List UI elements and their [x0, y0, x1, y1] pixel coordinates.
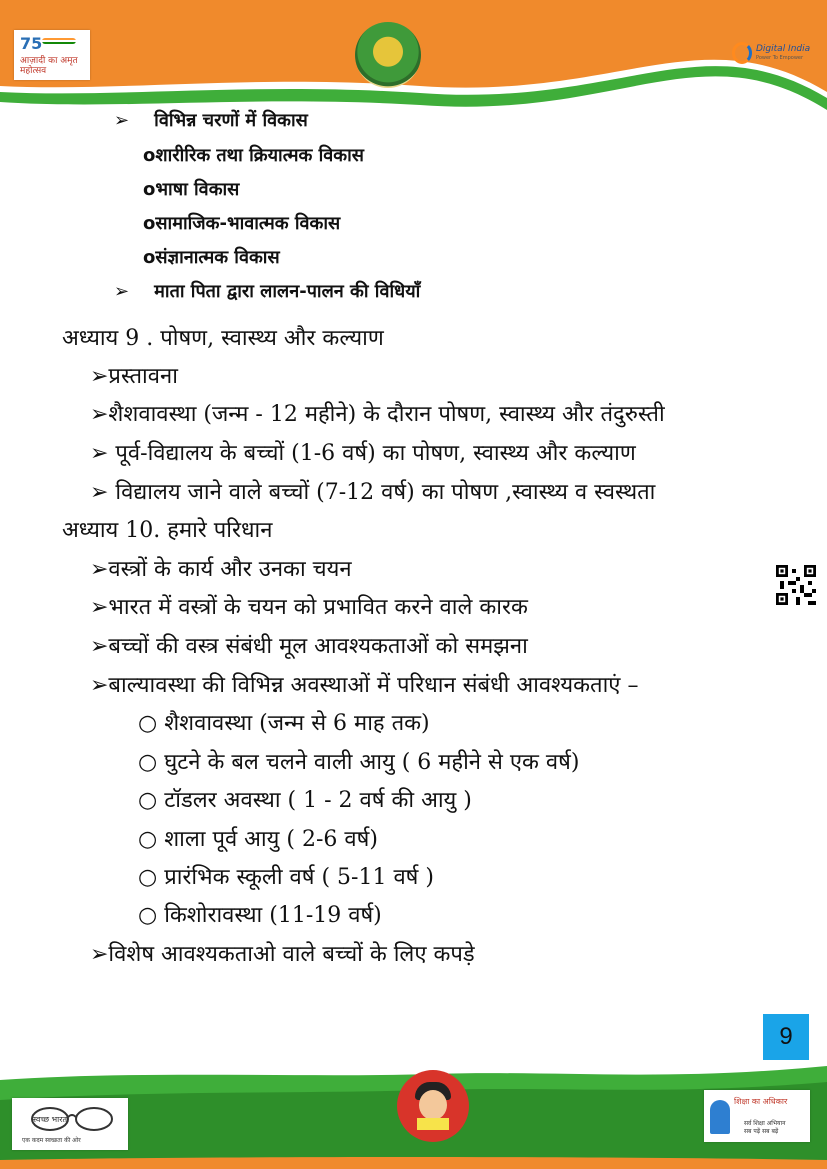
list-item: ➢बच्चों की वस्त्र संबंधी मूल आवश्यकताओं को समझना [90, 634, 528, 659]
list-item-text: माता पिता द्वारा लालन-पालन की विधियाँ [154, 281, 421, 302]
chapter-10-title: अध्याय 10. हमारे परिधान [62, 518, 273, 543]
list-item: ➢शैशवावस्था (जन्म - 12 महीने) के दौरान पोषण, स्वास्थ्य और तंदुरुस्ती [90, 402, 665, 427]
sub-list-item: ○ किशोरावस्था (11-19 वर्ष) [138, 903, 382, 928]
circle-bullet-icon: o [143, 247, 156, 268]
circle-bullet-icon: o [143, 145, 156, 166]
arrow-bullet-icon: ➢ [114, 281, 130, 302]
list-item-text: विभिन्न चरणों में विकास [154, 110, 308, 131]
digital-india-logo [732, 38, 812, 68]
list-item [114, 106, 308, 136]
chapter-9-title: अध्याय 9 . पोषण, स्वास्थ्य और कल्याण [62, 326, 384, 351]
sub-list-item: ○ शाला पूर्व आयु ( 2-6 वर्ष) [138, 827, 378, 852]
list-item [143, 141, 364, 171]
circle-bullet-icon: o [143, 179, 156, 200]
list-item [143, 175, 239, 205]
swachh-bharat-logo [12, 1098, 128, 1150]
qr-code-icon[interactable] [776, 565, 816, 605]
shiksha-ka-adhikar-logo [704, 1090, 810, 1142]
list-item-text: सामाजिक-भावात्मक विकास [155, 213, 341, 234]
sub-list-item: ○ प्रारंभिक स्कूली वर्ष ( 5-11 वर्ष ) [138, 865, 434, 890]
list-item: ➢वस्त्रों के कार्य और उनका चयन [90, 557, 352, 582]
beti-bachao-beti-padhao-logo [397, 1070, 469, 1142]
list-item: ➢ विद्यालय जाने वाले बच्चों (7-12 वर्ष) का पोषण ,स्वास्थ्य व स्वस्थता [90, 480, 656, 505]
digital-india-icon [732, 42, 752, 64]
shiksha-title: शिक्षा का अधिकार [734, 1097, 788, 1106]
shiksha-tagline: सर्व शिक्षा अभियान सब पढ़ें सब बढ़ें [744, 1120, 786, 1135]
list-item [143, 243, 280, 273]
azadi-logo-text: आज़ादी का अमृत महोत्सव [20, 56, 78, 76]
gandhi-glasses-icon [22, 1106, 122, 1132]
sub-list-item: ○ शैशवावस्था (जन्म से 6 माह तक) [138, 711, 430, 736]
sub-list-item: ○ टॉडलर अवस्था ( 1 - 2 वर्ष की आयु ) [138, 788, 472, 813]
list-item-text: शारीरिक तथा क्रियात्मक विकास [155, 145, 364, 166]
list-item: ➢बाल्यावस्था की विभिन्न अवस्थाओं में परिधान संबंधी आवश्यकताएं – [90, 673, 639, 698]
sub-list-item: ○ घुटने के बल चलने वाली आयु ( 6 महीने से एक वर्ष) [138, 750, 580, 775]
list-item [114, 277, 420, 307]
girl-face-icon [419, 1090, 447, 1120]
list-item: ➢प्रस्तावना [90, 364, 178, 389]
swachh-tagline: एक कदम स्वच्छता की ओर [22, 1137, 81, 1144]
flag-icon [42, 38, 76, 44]
state-education-seal-icon [355, 22, 421, 88]
digital-india-text: Digital India [756, 44, 811, 54]
azadi-ka-amrit-mahotsav-logo [14, 30, 90, 80]
page-number: 9 [763, 1014, 809, 1060]
azadi-logo-number: 75 [20, 34, 43, 53]
list-item: ➢विशेष आवश्यकताओ वाले बच्चों के लिए कपड़े [90, 942, 475, 967]
list-item-text: भाषा विकास [155, 179, 240, 200]
list-item: ➢ पूर्व-विद्यालय के बच्चों (1-6 वर्ष) का पोषण, स्वास्थ्य और कल्याण [90, 441, 636, 466]
list-item [143, 209, 340, 239]
book-icon [417, 1118, 449, 1130]
list-item-text: संज्ञानात्मक विकास [155, 247, 280, 268]
child-icon [710, 1100, 730, 1134]
swachh-label: स्वच्छ भारत [32, 1115, 68, 1124]
arrow-bullet-icon: ➢ [114, 110, 130, 131]
digital-india-subtext: Power To Empower [756, 55, 804, 61]
list-item: ➢भारत में वस्त्रों के चयन को प्रभावित करने वाले कारक [90, 595, 528, 620]
circle-bullet-icon: o [143, 213, 156, 234]
